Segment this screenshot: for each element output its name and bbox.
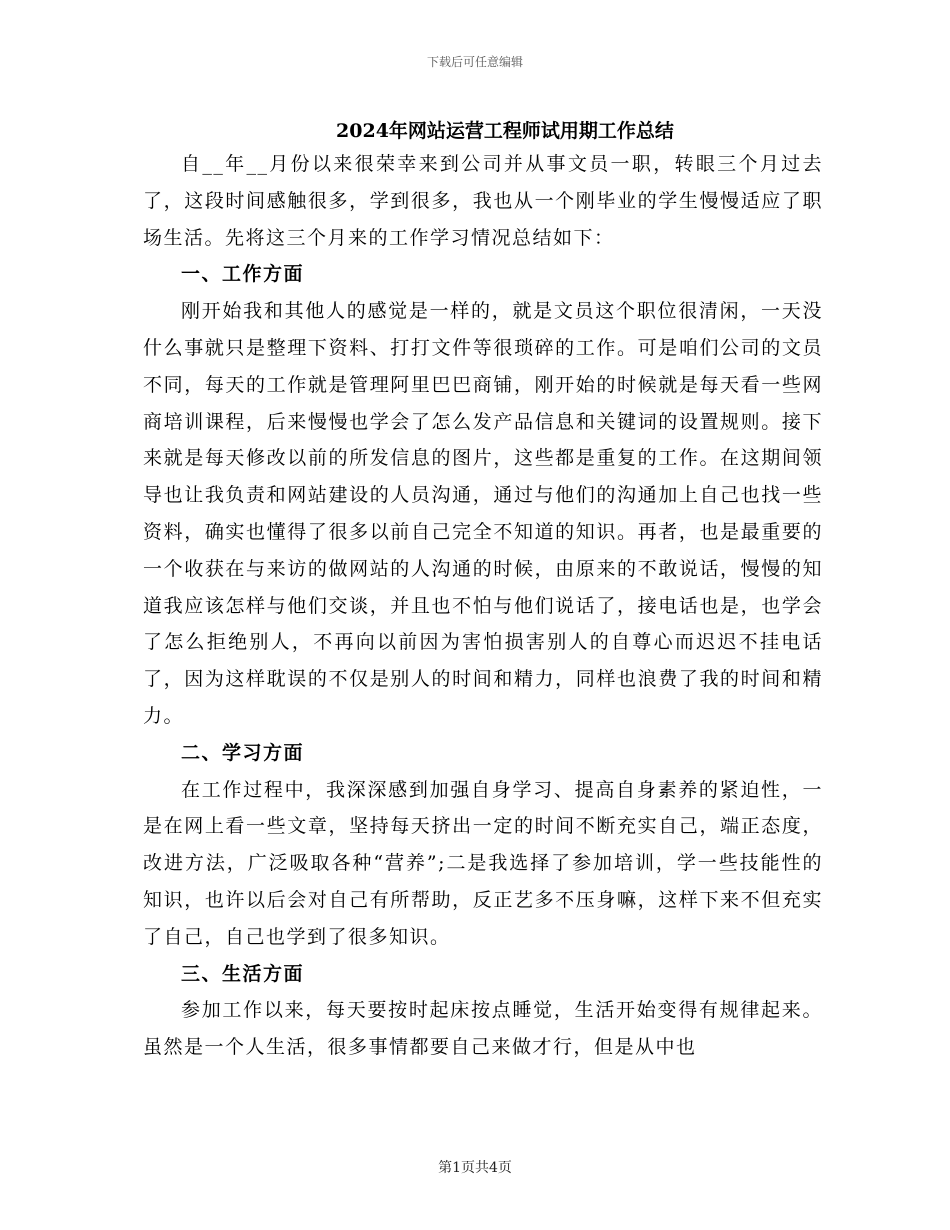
document-title: 2024年网站运营工程师试用期工作总结 [336,120,674,142]
section-heading-work: 一、工作方面 [181,263,305,286]
document-body [143,146,823,1066]
section-paragraph-study: 在工作过程中，我深深感到加强自身学习、提高自身素养的紧迫性，一是在网上看一些文章，坚持每天挤出一定的时间不断充实自己，端正态度，改进方法，广泛吸取各种“营养”;二是我选择了参加培训，学一些技能性的知识，也许以后会对自己有所帮助，反正艺多不压身嘛，这样下来不但充实了自己，自己也学到了很多知识。 [143,778,823,948]
page-number: 第1页共4页 [438,1160,512,1176]
header-note: 下载后可任意编辑 [426,55,523,69]
section-paragraph-life: 参加工作以来，每天要按时起床按点睡觉，生活开始变得有规律起来。虽然是一个人生活，很多事情都要自己来做才行，但是从中也 [143,999,823,1059]
section-heading-life: 三、生活方面 [181,962,305,985]
intro-paragraph: 自__年__月份以来很荣幸来到公司并从事文员一职，转眼三个月过去了，这段时间感触很多，学到很多，我也从一个刚毕业的学生慢慢适应了职场生活。先将这三个月来的工作学习情况总结如下： [143,153,823,249]
section-paragraph-work: 刚开始我和其他人的感觉是一样的，就是文员这个职位很清闲，一天没什么事就只是整理下资料、打打文件等很琐碎的工作。可是咱们公司的文员不同，每天的工作就是管理阿里巴巴商铺，刚开始的时候就是每天看一些网商培训课程，后来慢慢也学会了怎么发产品信息和关键词的设置规则。接下来就是每天修改以前的所发信息的图片，这些都是重复的工作。在这期间领导也让我负责和网站建设的人员沟通，通过与他们的沟通加上自己也找一些资料，确实也懂得了很多以前自己完全不知道的知识。再者，也是最重要的一个收获在与来访的做网站的人沟通的时候，由原来的不敢说话，慢慢的知道我应该怎样与他们交谈，并且也不怕与他们说话了，接电话也是，也学会了怎么拒绝别人，不再向以前因为害怕损害别人的自尊心而迟迟不挂电话了，因为这样耽误的不仅是别人的时间和精力，同样也浪费了我的时间和精力。 [143,300,823,727]
section-heading-study: 二、学习方面 [181,741,305,764]
